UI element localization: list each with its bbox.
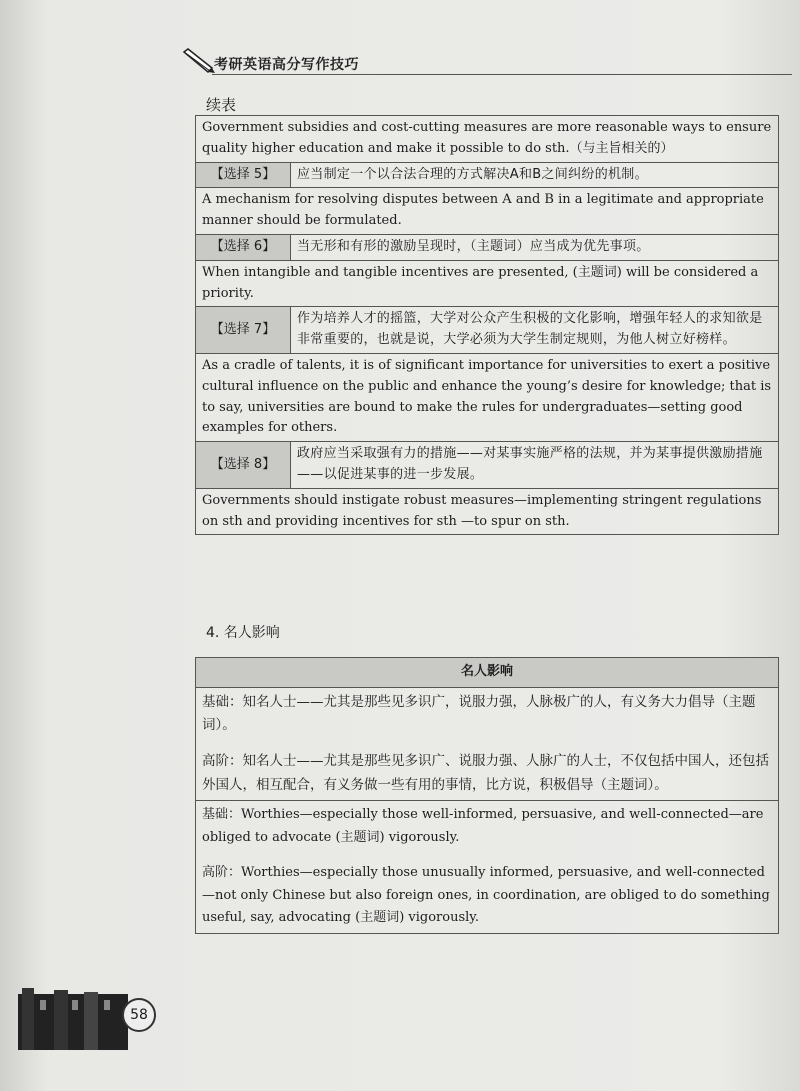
section-heading: 4. 名人影响	[206, 625, 280, 641]
table-row	[196, 687, 779, 801]
basic-chinese-paragraph: 基础：知名人士——尤其是那些见多识广，说服力强，人脉极广的人，有义务大力倡导（主题词）。	[202, 693, 756, 734]
table-row	[196, 162, 779, 188]
celebrity-influence-table	[195, 657, 779, 934]
table-row	[196, 307, 779, 354]
table-row	[196, 116, 779, 163]
header-rule	[212, 74, 792, 75]
chinese-cell: 作为培养人才的摇篮，大学对公众产生积极的文化影响，增强年轻人的求知欲是非常重要的，也就是说，大学必须为大学生制定规则，为他人树立好榜样。	[291, 307, 779, 354]
chinese-cell: 政府应当采取强有力的措施——对某事实施严格的法规，并为某事提供激励措施——以促进某事的进一步发展。	[291, 442, 779, 489]
table-row	[196, 658, 779, 688]
english-cell: A mechanism for resolving disputes between A and B in a legitimate and appropriate manner should be formulated.	[196, 188, 779, 235]
english-cell: When intangible and tangible incentives are presented, (主题词) will be considered a priority.	[196, 260, 779, 307]
chinese-cell: 当无形和有形的激励呈现时，（主题词）应当成为优先事项。	[291, 234, 779, 260]
running-header	[182, 46, 782, 76]
english-cell: As a cradle of talents, it is of significant importance for universities to exert a positive cultural influence on the public and enhance the young’s desire for knowledge; that is to say, universities are bound to make the rules for undergraduates—setting good examples for others.	[196, 353, 779, 441]
english-cell	[196, 801, 779, 934]
table-heading: 名人影响	[196, 658, 779, 688]
table-row	[196, 442, 779, 489]
basic-english-paragraph: 基础：Worthies—especially those well-informed, persuasive, and well-connected—are obliged to advocate (主题词) vigorously.	[202, 807, 764, 845]
table-row	[196, 260, 779, 307]
page-number: 58	[122, 998, 156, 1032]
table-row	[196, 801, 779, 934]
table-row	[196, 188, 779, 235]
option-label: 【选择 8】	[196, 442, 291, 489]
chinese-cell	[196, 687, 779, 801]
advanced-chinese-paragraph: 高阶：知名人士——尤其是那些见多识广、说服力强、人脉广的人士，不仅包括中国人，还包括外国人，相互配合，有义务做一些有用的事情，比方说，积极倡导（主题词）。	[202, 753, 769, 793]
english-cell: Government subsidies and cost-cutting measures are more reasonable ways to ensure quality higher education and make it possible to do sth.（与主旨相关的）	[196, 116, 779, 163]
advanced-english-paragraph: 高阶：Worthies—especially those unusually informed, persuasive, and well-connected—not only Chinese but also foreign ones, in coordination, are obliged to do something useful, say, advocating (主题词) vigorously.	[202, 864, 770, 926]
header-title: 考研英语高分写作技巧	[214, 57, 359, 73]
pencil-icon	[182, 48, 216, 74]
option-label: 【选择 5】	[196, 162, 291, 188]
english-cell: Governments should instigate robust measures—implementing stringent regulations on sth and providing incentives for sth —to spur on sth.	[196, 488, 779, 535]
table-row	[196, 234, 779, 260]
option-label: 【选择 7】	[196, 307, 291, 354]
chinese-cell: 应当制定一个以合法合理的方式解决A和B之间纠纷的机制。	[291, 162, 779, 188]
table-row	[196, 353, 779, 441]
table-row	[196, 488, 779, 535]
options-table	[195, 115, 779, 535]
option-label: 【选择 6】	[196, 234, 291, 260]
table-continued-caption: 续表	[206, 96, 237, 114]
